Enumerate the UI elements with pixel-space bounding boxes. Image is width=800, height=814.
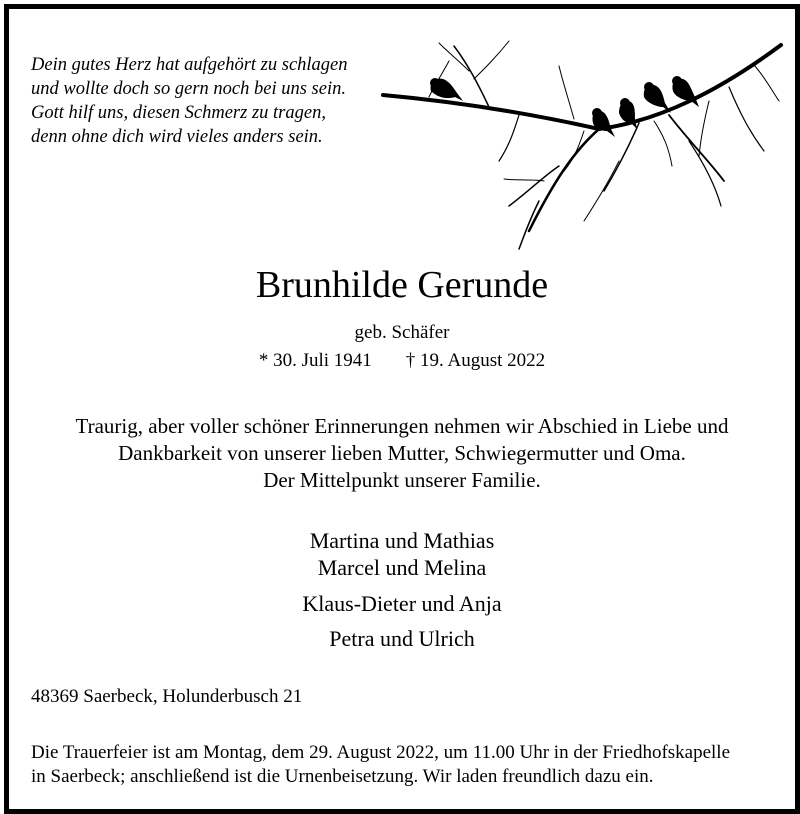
obituary-frame: [4, 4, 800, 814]
poem-line: Gott hilf uns, diesen Schmerz zu tragen,: [31, 103, 326, 123]
notice-line: Die Trauerfeier ist am Montag, dem 29. August 2022, um 11.00 Uhr in der Friedhofskapelle: [31, 742, 731, 763]
poem-line: denn ohne dich wird vieles anders sein.: [31, 127, 323, 147]
life-dates: [9, 349, 795, 373]
farewell-message: [9, 413, 795, 494]
address: 48369 Saerbeck, Holunderbusch 21: [31, 686, 303, 707]
poem: [31, 53, 391, 149]
birth-date: * 30. Juli 1941: [258, 350, 372, 371]
family-member: Marcel und Melina: [317, 555, 487, 580]
maiden-name: geb. Schäfer: [354, 322, 450, 343]
message-line: Traurig, aber voller schöner Erinnerungen nehmen wir Abschied in Liebe und: [75, 414, 729, 438]
family-member: Petra und Ulrich: [329, 626, 475, 651]
message-line: Der Mittelpunkt unserer Familie.: [263, 468, 541, 492]
message-line: Dankbarkeit von unserer lieben Mutter, Schwiegermutter und Oma.: [118, 441, 686, 465]
poem-line: und wollte doch so gern noch bei uns sein.: [31, 79, 346, 99]
family-member: Klaus-Dieter und Anja: [302, 591, 502, 616]
funeral-notice: [31, 741, 791, 789]
death-date: † 19. August 2022: [405, 350, 546, 371]
branch-with-birds-illustration: [369, 31, 789, 261]
notice-line: in Saerbeck; anschließend ist die Urnenbeisetzung. Wir laden freundlich dazu ein.: [31, 766, 654, 787]
family-member: Martina und Mathias: [309, 528, 495, 553]
poem-line: Dein gutes Herz hat aufgehört zu schlagen: [31, 55, 348, 75]
deceased-name: Brunhilde Gerunde: [255, 264, 549, 306]
